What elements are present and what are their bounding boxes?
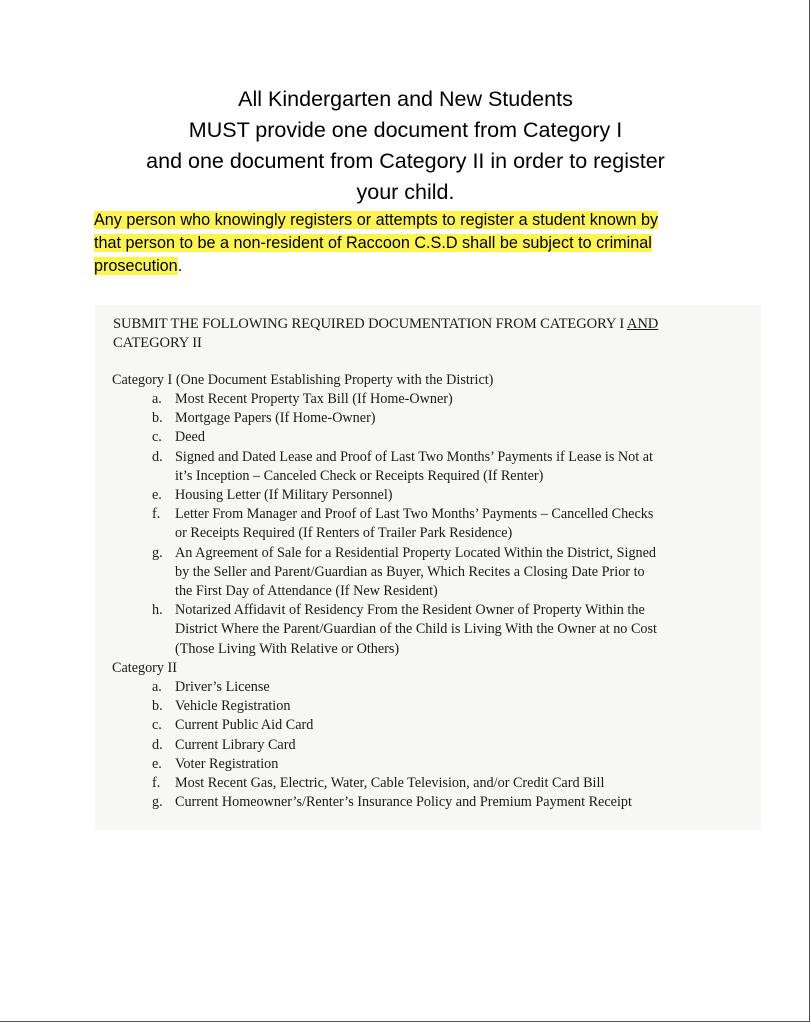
list-item-text	[175, 736, 665, 755]
heading-line: MUST provide one document from Category I	[188, 118, 623, 142]
list-item-text	[175, 755, 665, 774]
list-item-line: An Agreement of Sale for a Residential Property Located Within the District, Signed	[175, 544, 657, 561]
list-item-text	[175, 505, 665, 543]
category-1-heading: Category I (One Document Establishing Property with the District)	[112, 372, 494, 388]
list-item-letter: e.	[152, 487, 162, 504]
list-item-line: or Receipts Required (If Renters of Trailer Park Residence)	[175, 525, 513, 542]
page-heading	[0, 84, 811, 208]
list-item-line: Voter Registration	[175, 755, 279, 772]
list-item-letter: b.	[152, 410, 163, 427]
list-item-letter: a.	[152, 391, 162, 407]
list-item-line: Vehicle Registration	[175, 698, 291, 715]
scan-title-and: AND	[626, 316, 659, 332]
warning-line: prosecution	[94, 257, 178, 275]
list-item-line: Most Recent Gas, Electric, Water, Cable Television, and/or Credit Card Bill	[175, 775, 605, 792]
scanned-requirements	[95, 305, 761, 830]
list-item-line: Mortgage Papers (If Home-Owner)	[175, 410, 376, 427]
list-item	[95, 505, 761, 543]
list-item-line: it’s Inception – Canceled Check or Receipts Required (If Renter)	[175, 467, 544, 484]
list-item	[95, 755, 761, 774]
list-item-letter: g.	[152, 544, 163, 561]
scan-title-line2: CATEGORY II	[113, 335, 202, 352]
list-item-letter: e.	[152, 755, 162, 772]
list-item-line: Housing Letter (If Military Personnel)	[175, 487, 393, 504]
list-item	[95, 697, 761, 716]
list-item-line: by the Seller and Parent/Guardian as Buyer, Which Recites a Closing Date Prior to	[175, 563, 645, 580]
category-2-list	[95, 678, 761, 812]
category-2-heading: Category II	[112, 660, 178, 676]
list-item-letter: a.	[152, 679, 162, 695]
list-item	[95, 409, 761, 428]
list-item-letter: h.	[152, 602, 163, 619]
list-item-letter: f.	[152, 775, 161, 792]
scan-title	[113, 315, 673, 353]
list-item-line: Notarized Affidavit of Residency From the Resident Owner of Property Within the	[175, 602, 645, 619]
heading-line: All Kindergarten and New Students	[238, 87, 573, 111]
list-item-letter: c.	[152, 429, 162, 446]
list-item	[95, 486, 761, 505]
list-item-letter: b.	[152, 698, 163, 715]
warning-line: Any person who knowingly registers or attempts to register a student known by	[94, 211, 659, 229]
list-item-line: District Where the Parent/Guardian of the Child is Living With the Owner at no Cost	[175, 621, 657, 638]
list-item-line: Letter From Manager and Proof of Last Two Months’ Payments – Cancelled Checks	[175, 506, 654, 523]
list-item-line: Most Recent Property Tax Bill (If Home-Owner)	[175, 391, 453, 407]
list-item-text	[175, 390, 665, 409]
legal-warning	[94, 209, 714, 278]
list-item-text	[175, 601, 665, 659]
list-item	[95, 601, 761, 659]
list-item	[95, 390, 761, 409]
category-1-list	[95, 390, 761, 659]
list-item-text	[175, 793, 665, 812]
list-item-text	[175, 697, 665, 716]
list-item	[95, 544, 761, 602]
list-item-letter: d.	[152, 448, 163, 465]
list-item-letter: d.	[152, 736, 163, 753]
list-item-text	[175, 774, 665, 793]
list-item-line: Signed and Dated Lease and Proof of Last Two Months’ Payments if Lease is Not at	[175, 448, 653, 465]
list-item-text	[175, 428, 665, 447]
list-item	[95, 736, 761, 755]
heading-line: and one document from Category II in order to register	[146, 149, 665, 173]
list-item	[95, 448, 761, 486]
list-item-text	[175, 409, 665, 428]
list-item-text	[175, 448, 665, 486]
heading-line: your child.	[356, 180, 455, 204]
list-item	[95, 774, 761, 793]
list-item	[95, 428, 761, 447]
list-item-line: Current Library Card	[175, 736, 296, 753]
list-item-line: the First Day of Attendance (If New Resident)	[175, 583, 438, 600]
list-item-letter: f.	[152, 506, 161, 523]
warning-period: .	[177, 257, 183, 275]
list-item-line: (Those Living With Relative or Others)	[175, 640, 400, 657]
list-item-line: Deed	[175, 429, 205, 446]
list-item	[95, 716, 761, 735]
list-item-text	[175, 544, 665, 602]
warning-line: that person to be a non-resident of Raccoon C.S.D shall be subject to criminal	[94, 234, 652, 252]
list-item-text	[175, 486, 665, 505]
list-item-text	[175, 678, 665, 697]
list-item-letter: c.	[152, 717, 162, 734]
list-item-line: Driver’s License	[175, 679, 270, 695]
list-item	[95, 678, 761, 697]
list-item	[95, 793, 761, 812]
list-item-line: Current Public Aid Card	[175, 717, 314, 734]
list-item-line: Current Homeowner’s/Renter’s Insurance Policy and Premium Payment Receipt	[175, 794, 632, 811]
list-item-letter: g.	[152, 794, 163, 811]
scan-title-prefix: SUBMIT THE FOLLOWING REQUIRED DOCUMENTATION FROM CATEGORY I	[113, 316, 627, 332]
list-item-text	[175, 716, 665, 735]
